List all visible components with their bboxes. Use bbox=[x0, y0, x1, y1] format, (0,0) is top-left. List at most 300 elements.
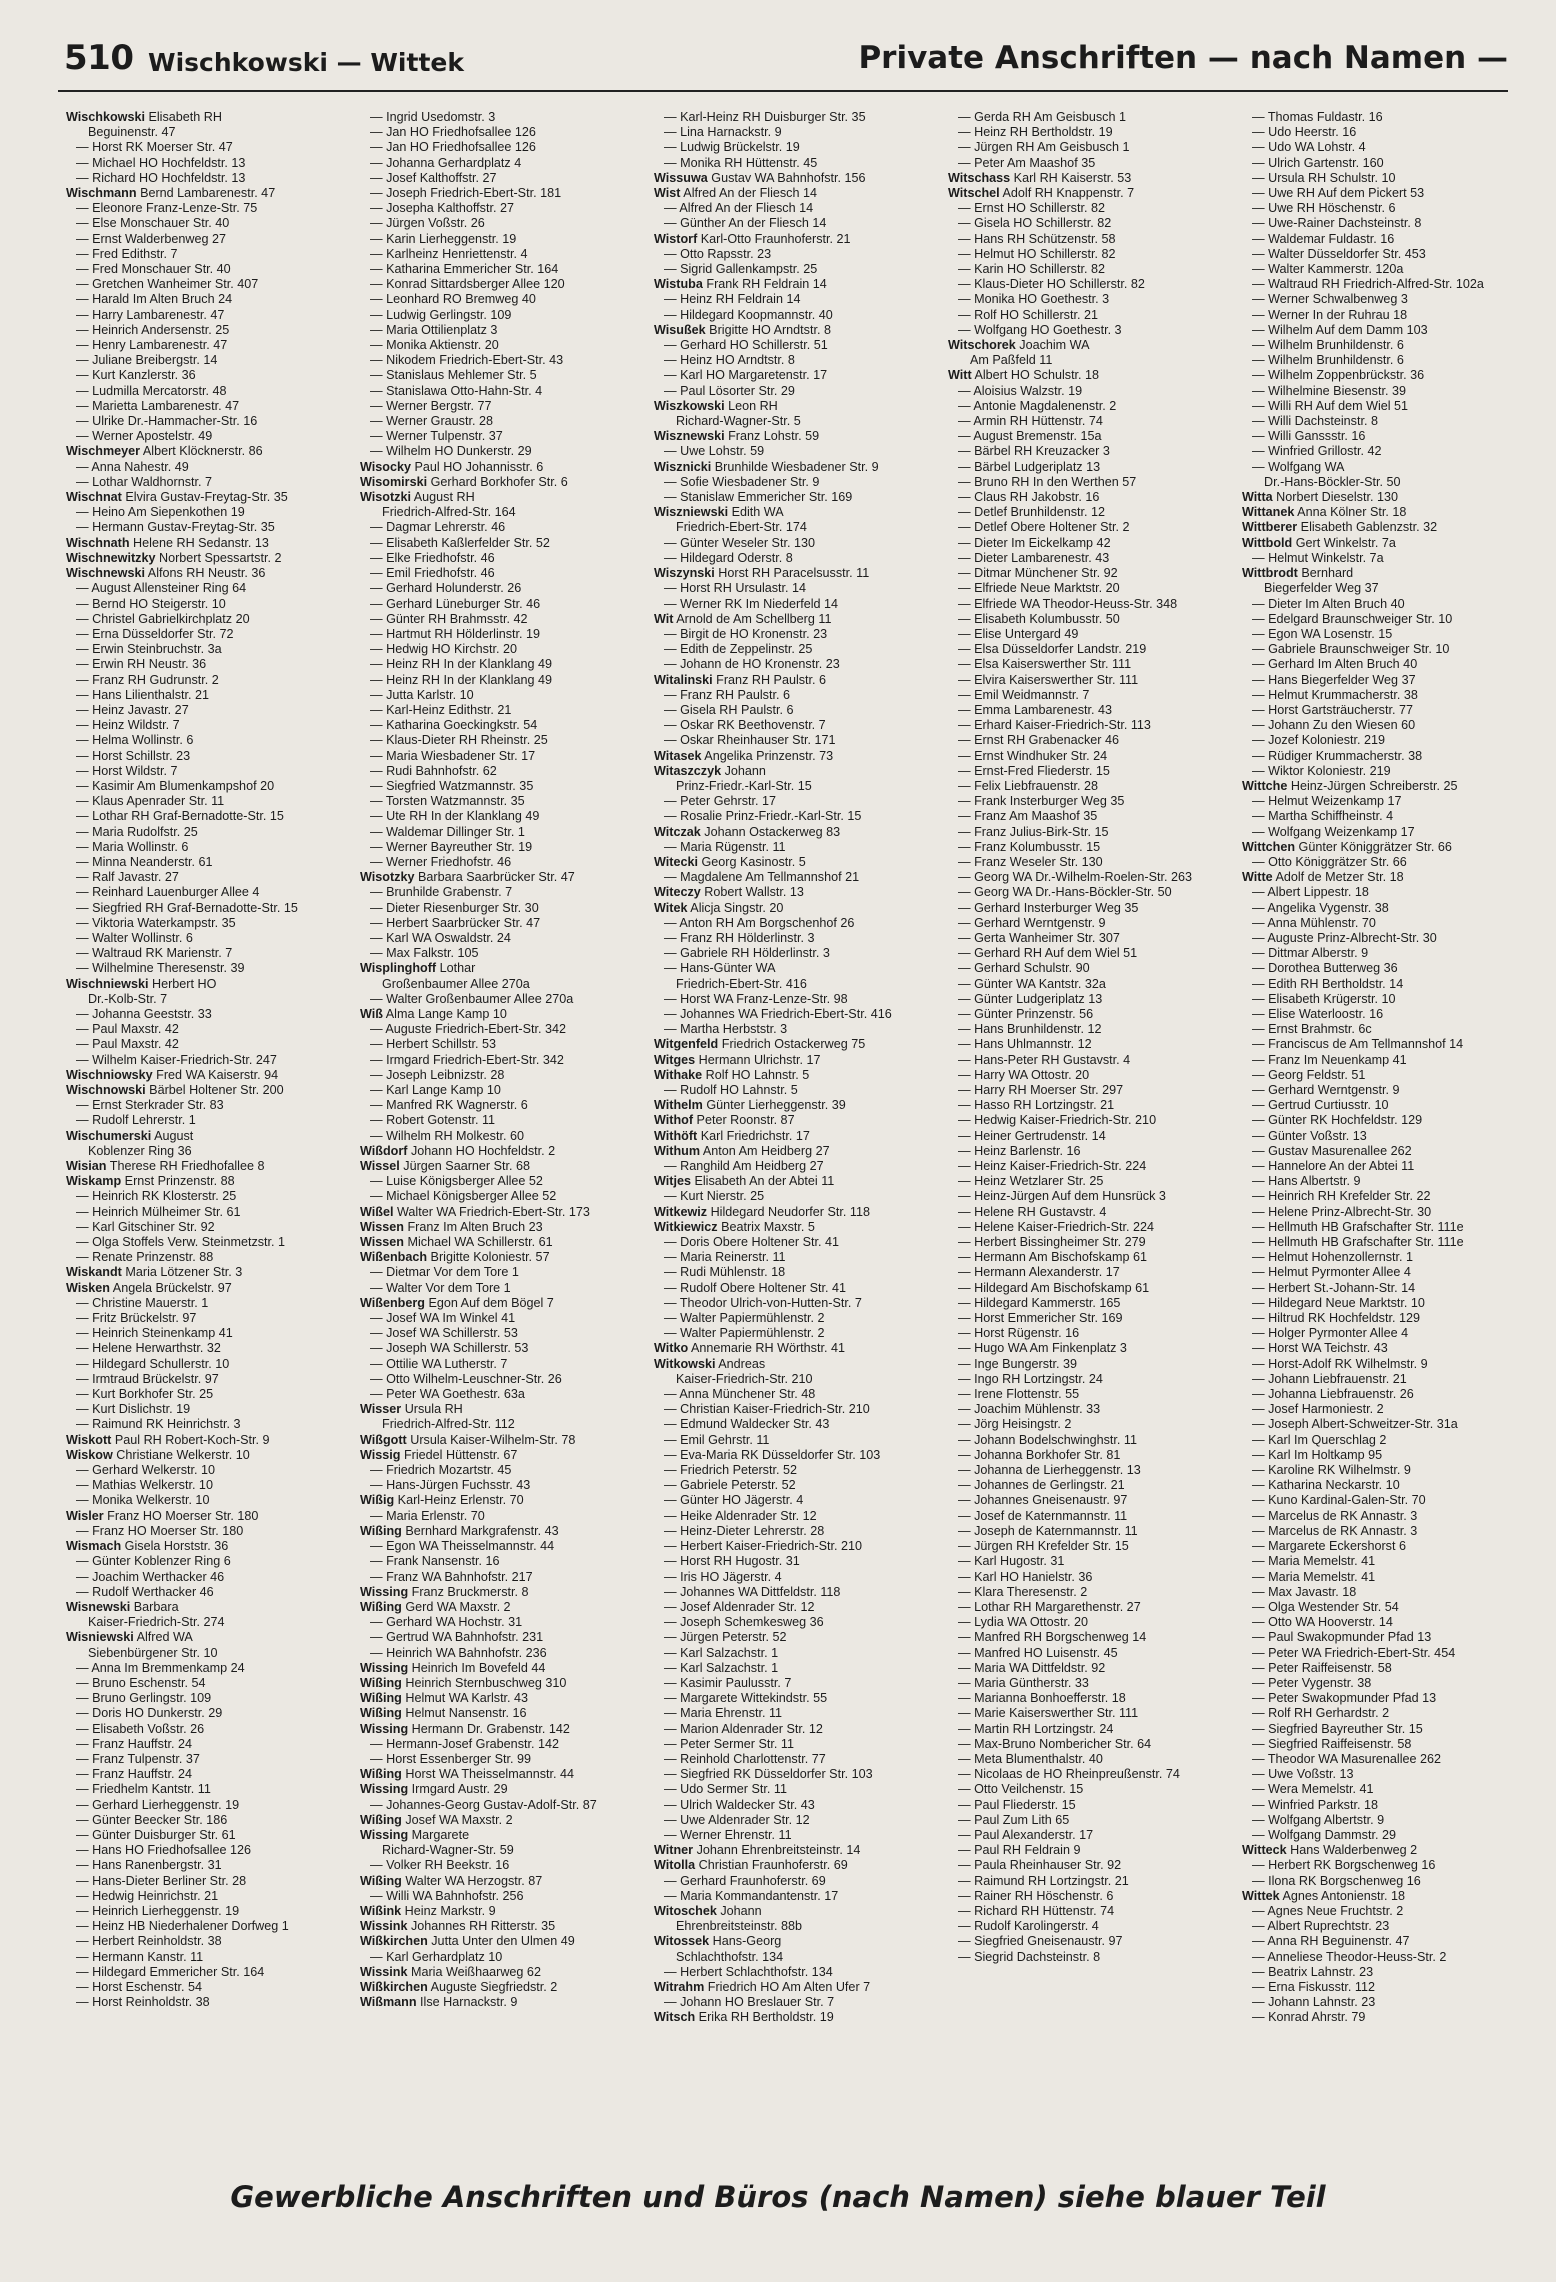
listing-entry: — Hiltrud RK Hochfeldstr. 129 bbox=[1252, 1311, 1420, 1326]
listing-entry: — Friedrich Peterstr. 52 bbox=[664, 1463, 797, 1478]
listing-entry: — Katharina Goeckingkstr. 54 bbox=[370, 718, 538, 733]
surname-entry bbox=[654, 186, 938, 201]
entry-details: Walter WA Herzogstr. 87 bbox=[401, 1873, 543, 1888]
surname: Witjes bbox=[654, 1174, 691, 1189]
surname: Wissink bbox=[360, 1919, 408, 1934]
listing-entry: — Ilona RK Borgschenweg 16 bbox=[1252, 1873, 1421, 1888]
listing-entry: — Günter Duisburger Str. 61 bbox=[76, 1827, 236, 1842]
listing-entry: — Klara Theresenstr. 2 bbox=[958, 1584, 1088, 1599]
listing-entry: — Horst Essenberger Str. 99 bbox=[370, 1751, 531, 1766]
surname-entry bbox=[360, 1007, 644, 1022]
listing-entry: — Otto Veilchenstr. 15 bbox=[958, 1782, 1084, 1797]
listing-entry: — Waltraud RK Marienstr. 7 bbox=[76, 946, 233, 961]
entry-details: Egon Auf dem Bögel 7 bbox=[424, 1295, 554, 1310]
listing-entry: — Felix Liebfrauenstr. 28 bbox=[958, 778, 1099, 793]
listing-entry: — Peter WA Friedrich-Ebert-Str. 454 bbox=[1252, 1645, 1456, 1660]
listing-entry: — Walter Düsseldorfer Str. 453 bbox=[1252, 246, 1426, 261]
listing-entry: — Monika Welkerstr. 10 bbox=[76, 1493, 210, 1508]
listing-entry: — Manfred HO Luisenstr. 45 bbox=[958, 1645, 1118, 1660]
listing-entry: — Hans Uhlmannstr. 12 bbox=[958, 1037, 1092, 1052]
surname-entry bbox=[654, 1068, 938, 1083]
listing-entry: — Martha Schiffheinstr. 4 bbox=[1252, 809, 1394, 824]
listing-entry: — Heiner Gertrudenstr. 14 bbox=[958, 1128, 1106, 1143]
listing-entry: — Franz Hauffstr. 24 bbox=[76, 1767, 192, 1782]
listing-entry: — Franz WA Bahnhofstr. 217 bbox=[370, 1569, 533, 1584]
entry-details: Lothar bbox=[436, 961, 476, 976]
section-title: Private Anschriften — nach Namen — bbox=[858, 40, 1508, 76]
listing-entry: — Holger Pyrmonter Allee 4 bbox=[1252, 1326, 1409, 1341]
directory-columns bbox=[66, 110, 1526, 2160]
surname-entry bbox=[360, 1722, 644, 1737]
listing-entry: — Horst RH Hugostr. 31 bbox=[664, 1554, 800, 1569]
listing-entry: — Hermann Alexanderstr. 17 bbox=[958, 1265, 1120, 1280]
entry-details: Franz Bruckmerstr. 8 bbox=[408, 1584, 529, 1599]
surname: Wistuba bbox=[654, 277, 703, 292]
surname: Wiszniewski bbox=[654, 505, 729, 520]
entry-details: Gerd WA Maxstr. 2 bbox=[401, 1599, 511, 1614]
entry-details: Barbara Saarbrücker Str. 47 bbox=[414, 870, 575, 885]
listing-entry: — Henry Lambarenestr. 47 bbox=[76, 338, 228, 353]
listing-entry: — Erwin RH Neustr. 36 bbox=[76, 657, 207, 672]
listing-entry: — Elisabeth Voßstr. 26 bbox=[76, 1721, 205, 1736]
listing-entry: — Herbert RK Borgschenweg 16 bbox=[1252, 1858, 1436, 1873]
surname: Wischmann bbox=[66, 186, 137, 201]
listing-entry: — Wilhelm Brunhildenstr. 6 bbox=[1252, 338, 1404, 353]
listing-entry: — Hellmuth HB Grafschafter Str. 111e bbox=[1252, 1219, 1464, 1234]
listing-entry: — Wolfgang Albertstr. 9 bbox=[1252, 1812, 1385, 1827]
listing-entry: — Meta Blumenthalstr. 40 bbox=[958, 1751, 1103, 1766]
entry-details: Ursula Kaiser-Wilhelm-Str. 78 bbox=[406, 1432, 576, 1447]
listing-entry: — Hermann Gustav-Freytag-Str. 35 bbox=[76, 520, 275, 535]
listing-entry: — Günter Weseler Str. 130 bbox=[664, 535, 815, 550]
surname: Wissing bbox=[360, 1584, 409, 1599]
listing-entry: — Brunhilde Grabenstr. 7 bbox=[370, 885, 513, 900]
listing-entry: — Raimund RK Heinrichstr. 3 bbox=[76, 1417, 241, 1432]
listing-entry: — Hans-Jürgen Fuchsstr. 43 bbox=[370, 1478, 531, 1493]
entry-details: Ernst Prinzenstr. 88 bbox=[121, 1174, 235, 1189]
listing-entry: — Johannes WA Friedrich-Ebert-Str. 416 bbox=[664, 1006, 892, 1021]
surname: Wisplinghoff bbox=[360, 961, 437, 976]
listing-entry: — Karoline RK Wilhelmstr. 9 bbox=[1252, 1463, 1411, 1478]
listing-entry: — Herbert Bissingheimer Str. 279 bbox=[958, 1235, 1146, 1250]
listing-entry: — Josepha Kalthoffstr. 27 bbox=[370, 201, 514, 216]
entry-details: Heinz-Jürgen Schreiberstr. 25 bbox=[1287, 778, 1458, 793]
listing-entry: — Nicolaas de HO Rheinpreußenstr. 74 bbox=[958, 1767, 1180, 1782]
entry-details: Edith WA bbox=[728, 505, 784, 520]
listing-entry: — Rolf RH Gerhardstr. 2 bbox=[1252, 1706, 1390, 1721]
listing-entry: — Kurt Nierstr. 25 bbox=[664, 1189, 765, 1204]
listing-entry: — Ludmilla Mercatorstr. 48 bbox=[76, 383, 227, 398]
listing-entry: — Michael Königsberger Allee 52 bbox=[370, 1189, 557, 1204]
listing-entry: — Kurt Kanzlerstr. 36 bbox=[76, 368, 196, 383]
surname: Wissig bbox=[360, 1447, 401, 1462]
listing-entry: — Frank Insterburger Weg 35 bbox=[958, 794, 1125, 809]
listing-entry: — Eleonore Franz-Lenze-Str. 75 bbox=[76, 201, 258, 216]
listing-entry: — Otto Wilhelm-Leuschner-Str. 26 bbox=[370, 1371, 562, 1386]
listing-entry: — Heinrich Andersenstr. 25 bbox=[76, 322, 230, 337]
listing-entry: — Paul Lösorter Str. 29 bbox=[664, 383, 795, 398]
entry-details: Barbara bbox=[130, 1599, 179, 1614]
listing-entry: — Karlheinz Henriettenstr. 4 bbox=[370, 246, 528, 261]
listing-entry: — Franz Hauffstr. 24 bbox=[76, 1736, 192, 1751]
listing-entry: — Gerta Wanheimer Str. 307 bbox=[958, 930, 1120, 945]
surname-entry bbox=[1242, 520, 1526, 535]
listing-entry: — Hellmuth HB Grafschafter Str. 111e bbox=[1252, 1235, 1464, 1250]
listing-entry: — Rudolf HO Lahnstr. 5 bbox=[664, 1083, 798, 1097]
surname: Wisocky bbox=[360, 459, 411, 474]
listing-entry: — Dagmar Lehrerstr. 46 bbox=[370, 520, 506, 535]
surname: Wisian bbox=[66, 1159, 107, 1174]
surname-entry bbox=[66, 186, 350, 201]
surname-entry bbox=[66, 1174, 350, 1189]
listing-entry: — Franz HO Moerser Str. 180 bbox=[76, 1523, 244, 1538]
entry-details: Peter Roonstr. 87 bbox=[693, 1113, 795, 1128]
surname: Wistorf bbox=[654, 231, 698, 246]
surname: Wittanek bbox=[1242, 505, 1295, 520]
surname: Witalinski bbox=[654, 672, 713, 687]
entry-details: Johann HO Hochfeldstr. 2 bbox=[407, 1143, 556, 1158]
listing-entry: — Waltraud RH Friedrich-Alfred-Str. 102a bbox=[1252, 277, 1484, 292]
listing-entry: — Siegfried Bayreuther Str. 15 bbox=[1252, 1721, 1423, 1736]
listing-entry: — Rolf HO Schillerstr. 21 bbox=[958, 307, 1098, 322]
listing-entry: — Heike Aldenrader Str. 12 bbox=[664, 1508, 817, 1523]
listing-entry: — Sofie Wiesbadener Str. 9 bbox=[664, 474, 820, 489]
entry-details: Franz Im Alten Bruch 23 bbox=[403, 1219, 543, 1234]
listing-entry: — Edelgard Braunschweiger Str. 10 bbox=[1252, 611, 1453, 626]
listing-entry: — Ralf Javastr. 27 bbox=[76, 870, 179, 885]
surname: Wisser bbox=[360, 1402, 402, 1417]
listing-entry: — Gerhard Fraunhoferstr. 69 bbox=[664, 1873, 826, 1888]
listing-entry: — Christine Mauerstr. 1 bbox=[76, 1295, 209, 1310]
listing-entry: — Erwin Steinbruchstr. 3a bbox=[76, 642, 222, 657]
listing-entry: — Gertrud WA Bahnhofstr. 231 bbox=[370, 1630, 544, 1645]
entry-details: Bernhard Markgrafenstr. 43 bbox=[401, 1523, 559, 1538]
listing-entry: — Siegfried Watzmannstr. 35 bbox=[370, 778, 534, 793]
listing-entry: — Winfried Parkstr. 18 bbox=[1252, 1797, 1378, 1812]
surname: Wit bbox=[654, 611, 674, 626]
entry-details: Brigitte Koloniestr. 57 bbox=[427, 1250, 550, 1265]
listing-entry: — Gerhard RH Auf dem Wiel 51 bbox=[958, 946, 1138, 961]
listing-entry: — Karl Salzachstr. 1 bbox=[664, 1645, 779, 1660]
page-header bbox=[58, 34, 1508, 92]
listing-entry: — Elfriede Neue Marktstr. 20 bbox=[958, 581, 1120, 596]
listing-entry: — Gerhard Welkerstr. 10 bbox=[76, 1463, 216, 1478]
listing-entry: — Franz Weseler Str. 130 bbox=[958, 854, 1103, 869]
listing-entry: — Herbert Schlachthofstr. 134 bbox=[664, 1964, 833, 1979]
listing-entry: — Edmund Waldecker Str. 43 bbox=[664, 1417, 830, 1432]
entry-details: Elisabeth RH bbox=[144, 110, 222, 124]
surname-entry bbox=[654, 855, 938, 870]
surname-entry bbox=[1242, 840, 1526, 855]
surname: Wiskow bbox=[66, 1447, 113, 1462]
listing-entry: — Klaus-Dieter HO Schillerstr. 82 bbox=[958, 277, 1145, 292]
listing-entry: — Uwe Aldenrader Str. 12 bbox=[664, 1812, 810, 1827]
listing-entry: — Werner Ehrenstr. 11 bbox=[664, 1827, 792, 1842]
entry-details: Rolf HO Lahnstr. 5 bbox=[702, 1067, 810, 1082]
surname-entry bbox=[654, 825, 938, 840]
listing-entry: — Karl Im Querschlag 2 bbox=[1252, 1432, 1387, 1447]
surname-entry bbox=[360, 1676, 644, 1691]
listing-entry: — Emil Friedhofstr. 46 bbox=[370, 566, 495, 581]
surname-entry bbox=[654, 566, 938, 581]
listing-entry: — Bärbel Ludgeriplatz 13 bbox=[958, 459, 1101, 474]
listing-entry: — Marcelus de RK Annastr. 3 bbox=[1252, 1508, 1418, 1523]
surname-entry bbox=[360, 870, 644, 885]
listing-entry: — Monika RH Hüttenstr. 45 bbox=[664, 155, 818, 170]
listing-entry: — Gerhard Holunderstr. 26 bbox=[370, 581, 522, 596]
entry-details: Elvira Gustav-Freytag-Str. 35 bbox=[121, 490, 288, 505]
entry-details: Erika RH Bertholdstr. 19 bbox=[695, 2010, 834, 2025]
listing-entry: — Reinhold Charlottenstr. 77 bbox=[664, 1751, 826, 1766]
listing-entry: — Karl Lange Kamp 10 bbox=[370, 1083, 501, 1097]
listing-entry: — Helene Herwarthstr. 32 bbox=[76, 1341, 221, 1356]
entry-details: Friedrich Ostackerweg 75 bbox=[718, 1037, 866, 1052]
listing-entry: — Jürgen RH Am Geisbusch 1 bbox=[958, 140, 1130, 155]
surname: Wißing bbox=[360, 1675, 402, 1690]
listing-entry: — Peter Gehrstr. 17 bbox=[664, 794, 776, 809]
entry-details: Hildegard Neudorfer Str. 118 bbox=[707, 1204, 870, 1219]
listing-entry: — Hannelore An der Abtei 11 bbox=[1252, 1159, 1415, 1174]
listing-entry: — Jürgen Peterstr. 52 bbox=[664, 1630, 787, 1645]
surname: Wisomirski bbox=[360, 474, 428, 489]
listing-entry: — Elisabeth Kolumbusstr. 50 bbox=[958, 611, 1120, 626]
entry-details: Jürgen Saarner Str. 68 bbox=[399, 1159, 531, 1174]
surname-entry bbox=[66, 1159, 350, 1174]
listing-entry: — Johanna Geeststr. 33 bbox=[76, 1006, 212, 1021]
entry-details: Jutta Unter den Ulmen 49 bbox=[427, 1934, 575, 1949]
surname: Wißkirchen bbox=[360, 1979, 428, 1994]
listing-entry: — Maria Wollinstr. 6 bbox=[76, 839, 189, 854]
surname-entry bbox=[654, 1174, 938, 1189]
listing-entry: — Günter WA Kantstr. 32a bbox=[958, 976, 1106, 991]
surname-entry bbox=[360, 1813, 644, 1828]
surname: Witolla bbox=[654, 1858, 696, 1873]
listing-entry: — Juliane Breibergstr. 14 bbox=[76, 353, 218, 368]
entry-details: Friedrich HO Am Alten Ufer 7 bbox=[704, 1979, 871, 1994]
listing-entry: — Gerhard Schulstr. 90 bbox=[958, 961, 1090, 976]
listing-entry: — Helmut HO Schillerstr. 82 bbox=[958, 246, 1116, 261]
listing-entry: — Gabriele RH Hölderlinstr. 3 bbox=[664, 946, 830, 961]
surname: Wissen bbox=[360, 1235, 404, 1250]
listing-entry: — Peter Sermer Str. 11 bbox=[664, 1736, 794, 1751]
surname: Wißenberg bbox=[360, 1295, 425, 1310]
listing-entry: — Gerda RH Am Geisbusch 1 bbox=[958, 110, 1126, 124]
surname: Wissuwa bbox=[654, 170, 708, 185]
listing-entry: — Herbert St.-Johann-Str. 14 bbox=[1252, 1280, 1416, 1295]
listing-entry: — Kasimir Paulusstr. 7 bbox=[664, 1675, 792, 1690]
listing-entry: — Willi Dachsteinstr. 8 bbox=[1252, 414, 1378, 429]
listing-entry: — Maria WA Dittfeldstr. 92 bbox=[958, 1660, 1106, 1675]
surname: Wisznicki bbox=[654, 459, 712, 474]
listing-entry: — Horst Rügenstr. 16 bbox=[958, 1326, 1080, 1341]
listing-continuation: Kaiser-Friedrich-Str. 274 bbox=[88, 1615, 225, 1630]
surname: Wiskandt bbox=[66, 1265, 122, 1280]
listing-entry: — Margarete Wittekindstr. 55 bbox=[664, 1691, 828, 1706]
entry-details: Karl Friedrichstr. 17 bbox=[697, 1128, 810, 1143]
listing-entry: — Rüdiger Krummacherstr. 38 bbox=[1252, 748, 1423, 763]
listing-entry: — Georg WA Dr.-Hans-Böckler-Str. 50 bbox=[958, 885, 1172, 900]
listing-entry: — Helmut Pyrmonter Allee 4 bbox=[1252, 1265, 1411, 1280]
listing-entry: — Heinz-Jürgen Auf dem Hunsrück 3 bbox=[958, 1189, 1166, 1204]
surname: Witkowski bbox=[654, 1356, 716, 1371]
listing-entry: — Eva-Maria RK Düsseldorfer Str. 103 bbox=[664, 1447, 881, 1462]
listing-entry: — Harry RH Moerser Str. 297 bbox=[958, 1083, 1124, 1097]
surname: Withake bbox=[654, 1067, 703, 1082]
listing-entry: — Johann Lahnstr. 23 bbox=[1252, 1995, 1376, 2010]
surname: Wissel bbox=[360, 1159, 400, 1174]
listing-entry: — Heinrich Steinenkamp 41 bbox=[76, 1326, 233, 1341]
listing-entry: — Fritz Brückelstr. 97 bbox=[76, 1311, 197, 1326]
listing-entry: — Reinhard Lauenburger Allee 4 bbox=[76, 885, 260, 900]
listing-entry: — Rudolf Lehrerstr. 1 bbox=[76, 1113, 196, 1128]
listing-entry: — Horst WA Teichstr. 43 bbox=[1252, 1341, 1388, 1356]
listing-entry: — Jutta Karlstr. 10 bbox=[370, 687, 474, 702]
listing-entry: — Jan HO Friedhofsallee 126 bbox=[370, 125, 536, 140]
listing-entry: — Johanna Gerhardplatz 4 bbox=[370, 155, 522, 170]
listing-entry: — Walter Wollinstr. 6 bbox=[76, 930, 193, 945]
listing-entry: — Dietmar Vor dem Tore 1 bbox=[370, 1265, 519, 1280]
surname-entry bbox=[1242, 779, 1526, 794]
listing-entry: — Nikodem Friedrich-Ebert-Str. 43 bbox=[370, 353, 564, 368]
surname: Witek bbox=[654, 900, 688, 915]
listing-entry: — Katharina Emmericher Str. 164 bbox=[370, 262, 559, 277]
surname-entry bbox=[360, 961, 644, 976]
surname: Witsch bbox=[654, 2010, 696, 2025]
entry-details: Norbert Dieselstr. 130 bbox=[1272, 490, 1398, 505]
listing-entry: — Günter RH Brahmsstr. 42 bbox=[370, 611, 528, 626]
listing-entry: — Hermann-Josef Grabenstr. 142 bbox=[370, 1736, 559, 1751]
listing-continuation: Kaiser-Friedrich-Str. 210 bbox=[676, 1371, 813, 1386]
surname-entry bbox=[360, 1144, 644, 1159]
entry-details: Michael WA Schillerstr. 61 bbox=[403, 1235, 553, 1250]
listing-entry: — Joachim Werthacker 46 bbox=[76, 1569, 225, 1584]
surname-entry bbox=[1242, 536, 1526, 551]
listing-entry: — Heinz RH Feldrain 14 bbox=[664, 292, 801, 307]
listing-entry: — Elvira Kaiserswerther Str. 111 bbox=[958, 672, 1139, 687]
listing-entry: — Ottilie WA Lutherstr. 7 bbox=[370, 1356, 508, 1371]
entry-details: Bärbel Holtener Str. 200 bbox=[145, 1083, 284, 1097]
listing-entry: — Horst Emmericher Str. 169 bbox=[958, 1311, 1123, 1326]
entry-details: Irmgard Austr. 29 bbox=[408, 1782, 508, 1797]
listing-entry: — Elisabeth Kaßlerfelder Str. 52 bbox=[370, 535, 550, 550]
listing-entry: — Ulrike Dr.-Hammacher-Str. 16 bbox=[76, 414, 258, 429]
listing-entry: — Karl HO Hanielstr. 36 bbox=[958, 1569, 1093, 1584]
listing-entry: — Horst Reinholdstr. 38 bbox=[76, 1995, 210, 2010]
listing-entry: — Klaus-Dieter RH Rheinstr. 25 bbox=[370, 733, 548, 748]
listing-entry: — Gertrud Curtiusstr. 10 bbox=[1252, 1098, 1389, 1113]
surname-entry bbox=[1242, 1843, 1526, 1858]
column-3 bbox=[654, 110, 938, 2160]
entry-details: Heinz Markstr. 9 bbox=[401, 1903, 496, 1918]
entry-details: Christiane Welkerstr. 10 bbox=[112, 1447, 250, 1462]
listing-continuation: Schlachthofstr. 134 bbox=[676, 1949, 784, 1964]
surname-entry bbox=[360, 1661, 644, 1676]
listing-entry: — Waldemar Dillinger Str. 1 bbox=[370, 824, 525, 839]
entry-details: Norbert Spessartstr. 2 bbox=[155, 550, 282, 565]
listing-entry: — Horst Wildstr. 7 bbox=[76, 763, 178, 778]
listing-entry: — Werner RK Im Niederfeld 14 bbox=[664, 596, 839, 611]
surname-entry bbox=[654, 2010, 938, 2025]
listing-entry: — Ernst Brahmstr. 6c bbox=[1252, 1022, 1372, 1037]
listing-entry: — Heinrich Lierheggenstr. 19 bbox=[76, 1903, 240, 1918]
entry-details: Bernhard bbox=[1297, 566, 1354, 581]
entry-details: Günter Lierheggenstr. 39 bbox=[702, 1098, 846, 1113]
surname: Witczak bbox=[654, 824, 701, 839]
listing-entry: — Waldemar Fuldastr. 16 bbox=[1252, 231, 1395, 246]
surname: Wissing bbox=[360, 1660, 409, 1675]
listing-entry: — Theodor WA Masurenallee 262 bbox=[1252, 1751, 1442, 1766]
listing-entry: — Werner Graustr. 28 bbox=[370, 414, 493, 429]
listing-entry: — Joseph Leibnizstr. 28 bbox=[370, 1067, 505, 1082]
listing-entry: — Kuno Kardinal-Galen-Str. 70 bbox=[1252, 1493, 1426, 1508]
surname-entry bbox=[360, 1205, 644, 1220]
entry-details: Ilse Harnackstr. 9 bbox=[416, 1995, 518, 2010]
listing-entry: — Johannes de Gerlingstr. 21 bbox=[958, 1478, 1125, 1493]
entry-details: Josef WA Maxstr. 2 bbox=[401, 1812, 513, 1827]
listing-entry: — Rosalie Prinz-Friedr.-Karl-Str. 15 bbox=[664, 809, 862, 824]
listing-entry: — Maria Memelstr. 41 bbox=[1252, 1569, 1376, 1584]
listing-entry: — Uwe-Rainer Dachsteinstr. 8 bbox=[1252, 216, 1422, 231]
listing-entry: — Albert Lippestr. 18 bbox=[1252, 885, 1369, 900]
listing-entry: — Aloisius Walzstr. 19 bbox=[958, 383, 1083, 398]
listing-entry: — Uwe RH Höschenstr. 6 bbox=[1252, 201, 1396, 216]
listing-entry: — Franz RH Hölderlinstr. 3 bbox=[664, 930, 815, 945]
listing-entry: — Franz RH Paulstr. 6 bbox=[664, 687, 790, 702]
listing-entry: — Ernst HO Schillerstr. 82 bbox=[958, 201, 1105, 216]
listing-entry: — Hedwig Kaiser-Friedrich-Str. 210 bbox=[958, 1113, 1157, 1128]
entry-details: Angelika Prinzenstr. 73 bbox=[701, 748, 834, 763]
listing-entry: — Walter Papiermühlenstr. 2 bbox=[664, 1326, 825, 1341]
listing-entry: — Johannes WA Dittfeldstr. 118 bbox=[664, 1584, 841, 1599]
listing-entry: — Max-Bruno Nombericher Str. 64 bbox=[958, 1736, 1152, 1751]
entry-details: Gisela Horststr. 36 bbox=[121, 1539, 229, 1554]
listing-continuation: Prinz-Friedr.-Karl-Str. 15 bbox=[676, 778, 812, 793]
surname-entry bbox=[66, 1600, 350, 1615]
entry-details: Franz HO Moerser Str. 180 bbox=[103, 1508, 259, 1523]
surname-entry bbox=[948, 338, 1232, 353]
entry-details: Johann Ehrenbreitsteinstr. 14 bbox=[693, 1843, 861, 1858]
listing-entry: — Willi RH Auf dem Wiel 51 bbox=[1252, 398, 1409, 413]
listing-entry: — Bruno Eschenstr. 54 bbox=[76, 1675, 206, 1690]
listing-entry: — Monika HO Goethestr. 3 bbox=[958, 292, 1110, 307]
listing-entry: — Jürgen RH Krefelder Str. 15 bbox=[958, 1539, 1129, 1554]
listing-entry: — Josef de Katernmannstr. 11 bbox=[958, 1508, 1128, 1523]
surname-entry bbox=[360, 475, 644, 490]
listing-entry: — Horst Schillstr. 23 bbox=[76, 748, 191, 763]
column-5 bbox=[1242, 110, 1526, 2160]
listing-entry: — Beatrix Lahnstr. 23 bbox=[1252, 1964, 1374, 1979]
surname: Wischumerski bbox=[66, 1128, 152, 1143]
listing-entry: — Hans Brunhildenstr. 12 bbox=[958, 1022, 1102, 1037]
listing-entry: — Paul Maxstr. 42 bbox=[76, 1022, 179, 1037]
surname-entry bbox=[66, 1068, 350, 1083]
listing-entry: — Auguste Prinz-Albrecht-Str. 30 bbox=[1252, 930, 1437, 945]
listing-entry: — Karl Hugostr. 31 bbox=[958, 1554, 1065, 1569]
surname-entry bbox=[360, 1235, 644, 1250]
listing-entry: — Hildegard Oderstr. 8 bbox=[664, 550, 793, 565]
listing-entry: — Sigrid Gallenkampstr. 25 bbox=[664, 262, 818, 277]
column-1 bbox=[66, 110, 350, 2160]
surname-entry bbox=[66, 1433, 350, 1448]
listing-entry: — Heinz Wildstr. 7 bbox=[76, 718, 180, 733]
entry-details: Hans-Georg bbox=[709, 1934, 782, 1949]
entry-details: Anna Kölner Str. 18 bbox=[1294, 505, 1407, 520]
listing-entry: — Emma Lambarenestr. 43 bbox=[958, 702, 1112, 717]
listing-entry: — Helmut Weizenkamp 17 bbox=[1252, 794, 1402, 809]
listing-entry: — Ulrich Waldecker Str. 43 bbox=[664, 1797, 815, 1812]
listing-continuation: Richard-Wagner-Str. 5 bbox=[676, 414, 801, 429]
listing-entry: — Wolfgang Dammstr. 29 bbox=[1252, 1827, 1396, 1842]
